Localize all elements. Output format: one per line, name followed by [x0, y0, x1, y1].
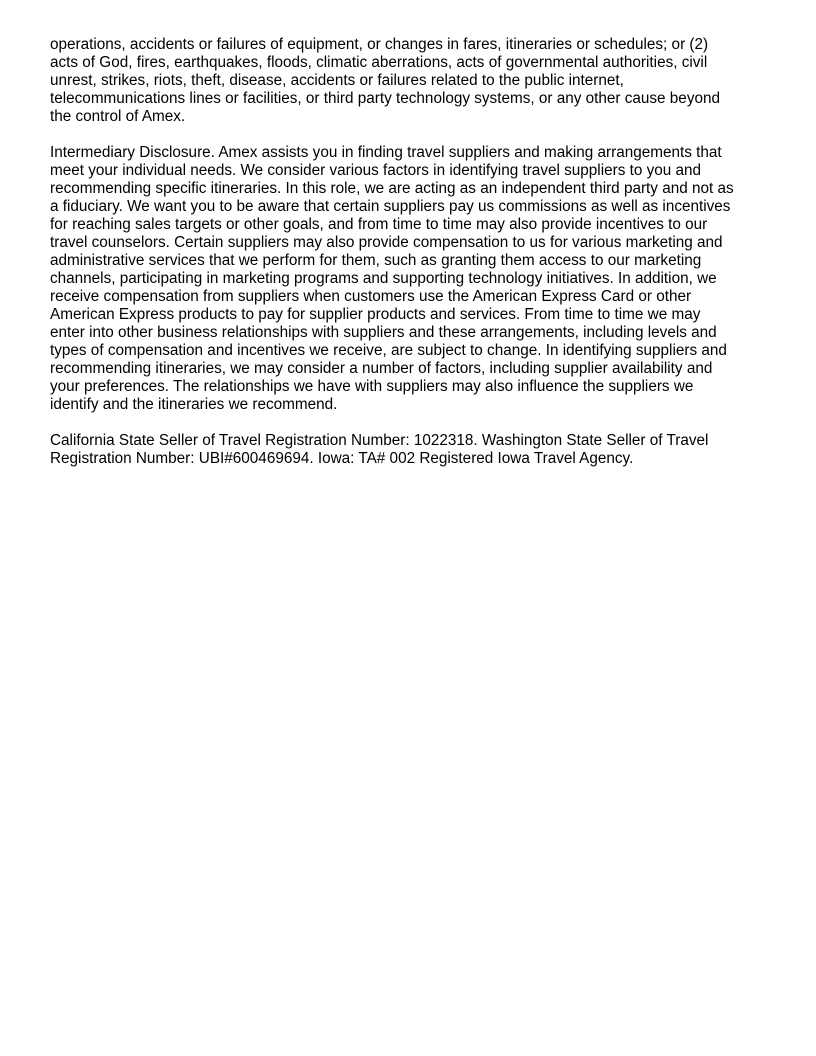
liability-paragraph: operations, accidents or failures of equipment, or changes in fares, itineraries or schedules; or (2) acts of God, fires, earthquakes, floods, climatic aberrations, acts of governmental authorities, civil unrest, strikes, riots, theft, disease, accidents or failures related to the public internet, telecommunications lines or facilities, or third party technology systems, or any other cause beyond the control of Amex. — [50, 36, 720, 125]
intermediary-disclosure-paragraph: Intermediary Disclosure. Amex assists you in finding travel suppliers and making arrangements that meet your individual needs. We consider various factors in identifying travel suppliers to you and recommending specific itineraries. In this role, we are acting as an independent third party and not as a fiduciary. We want you to be aware that certain suppliers pay us commissions as well as incentives for reaching sales targets or other goals, and from time to time may also provide incentives to our travel counselors. Certain suppliers may also provide compensation to us for various marketing and administrative services that we perform for them, such as granting them access to our marketing channels, participating in marketing programs and supporting technology initiatives. In addition, we receive compensation from suppliers when customers use the American Express Card or other American Express products to pay for supplier products and services. From time to time we may enter into other business relationships with suppliers and these arrangements, including levels and types of compensation and incentives we receive, are subject to change. In identifying suppliers and recommending itineraries, we may consider a number of factors, including supplier availability and your preferences. The relationships we have with suppliers may also influence the suppliers we identify and the itineraries we recommend. — [50, 144, 734, 413]
document-page — [50, 36, 776, 486]
registration-paragraph: California State Seller of Travel Registration Number: 1022318. Washington State Seller of Travel Registration Number: UBI#600469694. Iowa: TA# 002 Registered Iowa Travel Agency. — [50, 432, 709, 467]
